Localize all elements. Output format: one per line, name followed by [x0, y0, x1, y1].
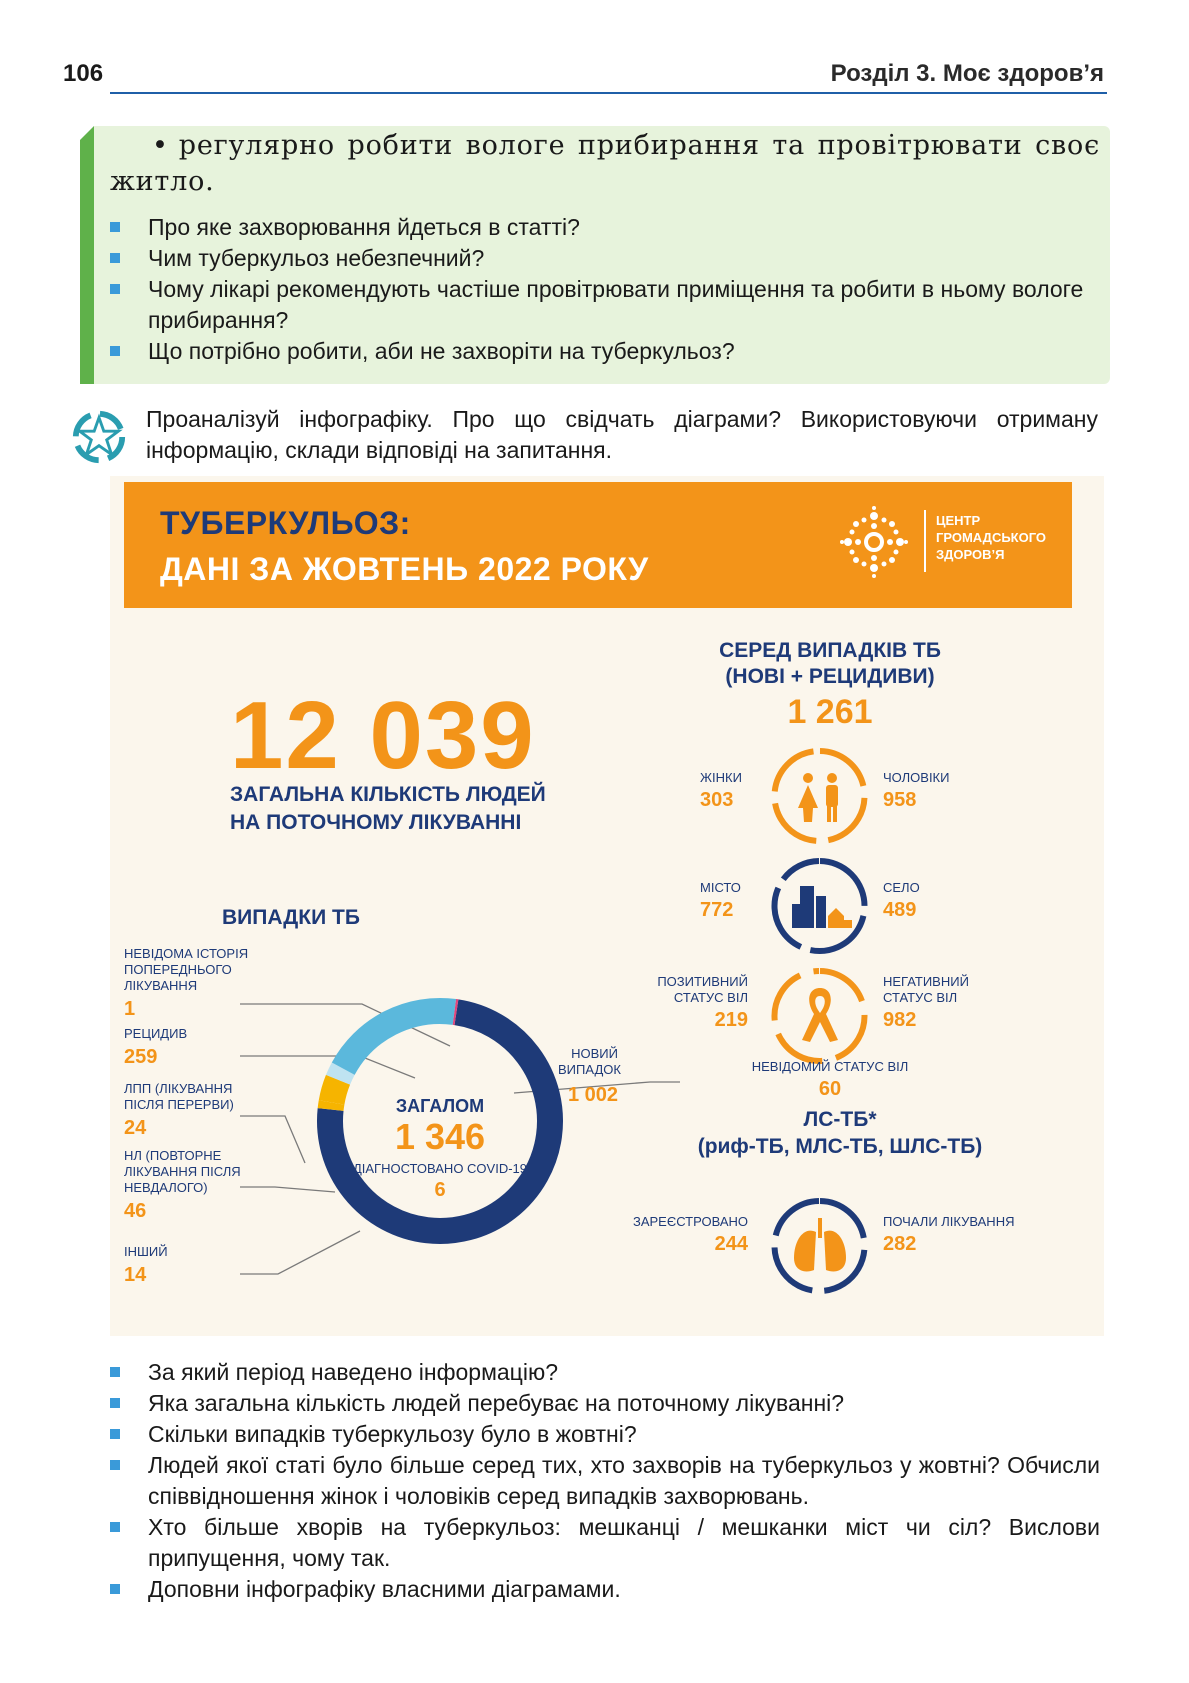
stat-value: 219: [714, 1009, 748, 1031]
legend-value: 14: [124, 1264, 147, 1286]
donut-segment-relapse: [343, 1011, 454, 1069]
logo-icon: [834, 502, 914, 582]
chapter-title: Розділ 3. Моє здоров’я: [830, 60, 1104, 87]
header-rule: [110, 92, 1107, 94]
total-value: 1 346: [394, 1116, 486, 1157]
caption-line: ЗАГАЛЬНА КІЛЬКІСТЬ ЛЮДЕЙ: [230, 783, 546, 806]
list-item: Що потрібно робити, аби не захворіти на туберкульоз?: [110, 336, 1100, 367]
caption-line: НА ПОТОЧНОМУ ЛІКУВАННІ: [230, 811, 522, 834]
bullet-continuation: [110, 128, 1100, 200]
list-item: Людей якої статі було більше серед тих, хто захворів на туберкульоз у жовтні? Обчисли співвідношення жінок і чоловіків серед випадків захворювань.: [110, 1450, 1100, 1512]
stat-men: [883, 770, 949, 814]
task-text: Проаналізуй інфографіку. Про що свідчать діаграми? Використовуючи отриману інформацію, склади відповіді на запитання.: [146, 406, 1098, 463]
ls-title-line: (риф-ТБ, МЛС-ТБ, ШЛС-ТБ): [697, 1135, 983, 1158]
legend-new-case: [558, 1046, 621, 1108]
legend-label: РЕЦИДИВ: [124, 1026, 188, 1041]
ribbon-icon: [770, 966, 870, 1066]
donut-segment-other: [331, 1102, 332, 1109]
logo-text: [936, 512, 1046, 563]
title-line-1: ТУБЕРКУЛЬОЗ:: [160, 505, 411, 541]
total-treatment-number: 12 039: [230, 682, 536, 789]
stat-value: 282: [883, 1233, 917, 1255]
list-item: Чим туберкульоз небезпечний?: [110, 243, 1100, 274]
stat-label: НЕВІДОМИЙ СТАТУС ВІЛ: [751, 1059, 909, 1074]
right-title-line: СЕРЕД ВИПАДКІВ ТБ: [719, 639, 941, 662]
stat-started: [883, 1214, 1043, 1258]
legend-value: 46: [124, 1200, 147, 1222]
legend-value: 1 002: [567, 1084, 618, 1106]
stat-value: 244: [714, 1233, 748, 1255]
infographic: [110, 476, 1104, 1336]
stat-label: ПОЧАЛИ ЛІКУВАННЯ: [883, 1214, 1015, 1229]
ls-tb-title: [650, 1106, 1030, 1160]
bullet-dot: •: [152, 130, 169, 161]
city-village-icon: [770, 856, 870, 956]
legend-label: НЕВІДОМА ІСТОРІЯ ПОПЕРЕДНЬОГО ЛІКУВАННЯ: [124, 946, 249, 993]
ls-title-line: ЛС-ТБ*: [803, 1108, 877, 1131]
logo-line: ЦЕНТР: [936, 513, 981, 528]
donut-segment-lpp: [338, 1069, 343, 1080]
stat-value: 489: [883, 899, 917, 921]
cases-title: ВИПАДКИ ТБ: [222, 906, 360, 929]
covid-label: ДІАГНОСТОВАНО COVID-19: [352, 1161, 528, 1176]
total-treatment-caption: [230, 781, 546, 837]
right-title: [690, 638, 970, 734]
gender-icon: [770, 746, 870, 846]
right-title-line: (НОВІ + РЕЦИДИВИ): [725, 665, 935, 688]
stat-value: 60: [818, 1078, 842, 1100]
stat-village: [883, 880, 920, 924]
legend-label: ІНШИЙ: [124, 1244, 168, 1259]
legend-label: НЛ (ПОВТОРНЕ ЛІКУВАННЯ ПІСЛЯ НЕВДАЛОГО): [124, 1148, 241, 1195]
legend-lpp: [124, 1081, 264, 1141]
logo-line: ГРОМАДСЬКОГО: [936, 530, 1047, 545]
title-line-2: ДАНІ ЗА ЖОВТЕНЬ 2022 РОКУ: [160, 551, 649, 587]
infographic-title: [160, 500, 649, 592]
stat-city: [700, 880, 741, 924]
stat-label: ПОЗИТИВНИЙ СТАТУС ВІЛ: [657, 974, 748, 1005]
stat-value: 303: [700, 789, 734, 811]
box-corner: [80, 126, 94, 140]
stat-value: 958: [883, 789, 917, 811]
legend-relapse: [124, 1026, 187, 1070]
lungs-icon: [770, 1196, 870, 1296]
page-number: 106: [63, 60, 104, 87]
list-item: Доповни інфографіку власними діаграмами.: [110, 1574, 1100, 1605]
bottom-question-list: [110, 1357, 1100, 1605]
bullet-text: регулярно робити вологе прибирання та провітрювати своє житло.: [110, 130, 1100, 197]
star-icon: [70, 408, 128, 466]
list-item: За який період наведено інформацію?: [110, 1357, 1100, 1388]
stat-registered: [620, 1214, 748, 1258]
list-item: Яка загальна кількість людей перебуває на поточному лікуванні?: [110, 1388, 1100, 1419]
question-list: [110, 212, 1100, 367]
legend-nl: [124, 1148, 274, 1224]
infographic-banner: [124, 482, 1072, 608]
stat-label: НЕГАТИВНИЙ СТАТУС ВІЛ: [883, 974, 969, 1005]
legend-value: 259: [124, 1046, 158, 1068]
list-item: Чому лікарі рекомендують частіше провітрювати приміщення та робити в ньому вологе прибирання?: [110, 274, 1100, 336]
legend-label: ЛПП (ЛІКУВАННЯ ПІСЛЯ ПЕРЕРВИ): [124, 1081, 234, 1112]
legend-label: НОВИЙ ВИПАДОК: [558, 1046, 621, 1077]
covid-value: 6: [434, 1179, 446, 1201]
logo-line: ЗДОРОВ’Я: [936, 547, 1005, 562]
stat-hiv-positive: [640, 974, 748, 1034]
stat-label: ЧОЛОВІКИ: [883, 770, 950, 785]
stat-label: ЖІНКИ: [700, 770, 742, 785]
right-total: 1 261: [787, 693, 873, 731]
legend-value: 1: [124, 998, 136, 1020]
legend-value: 24: [124, 1117, 147, 1139]
logo-separator: [924, 510, 926, 572]
list-item: Про яке захворювання йдеться в статті?: [110, 212, 1100, 243]
stat-label: СЕЛО: [883, 880, 920, 895]
legend-unknown-history: [124, 946, 274, 1022]
list-item: Скільки випадків туберкульозу було в жовтні?: [110, 1419, 1100, 1450]
stat-label: ЗАРЕЄСТРОВАНО: [632, 1214, 748, 1229]
legend-other: [124, 1244, 168, 1288]
stat-women: [700, 770, 742, 814]
donut-center: [340, 1096, 540, 1203]
total-label: ЗАГАЛОМ: [395, 1096, 485, 1116]
stat-label: МІСТО: [700, 880, 741, 895]
list-item: Хто більше хворів на туберкульоз: мешканці / мешканки міст чи сіл? Вислови припущення, чому так.: [110, 1512, 1100, 1574]
stat-hiv-negative: [883, 974, 993, 1034]
donut-segment-nl: [332, 1080, 338, 1103]
stat-value: 982: [883, 1009, 917, 1031]
stat-hiv-unknown: [720, 1059, 940, 1103]
stat-value: 772: [700, 899, 734, 921]
